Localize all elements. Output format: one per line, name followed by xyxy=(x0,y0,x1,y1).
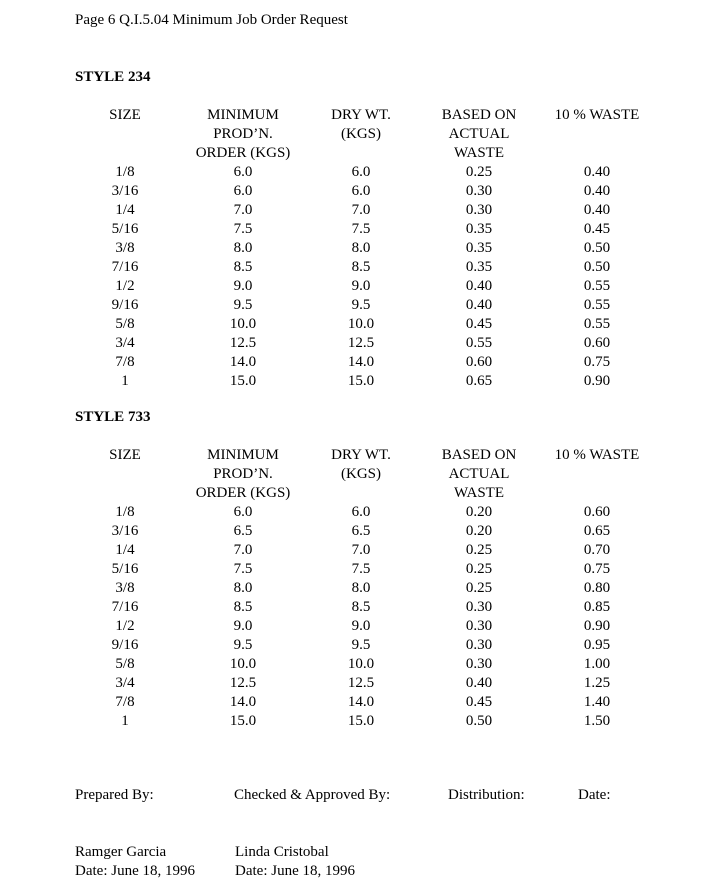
table-header-row xyxy=(60,446,662,503)
size-cell: 1 xyxy=(121,373,129,389)
ten-percent-waste-cell: 0.40 xyxy=(583,202,611,218)
ten-percent-waste-cell: 0.65 xyxy=(583,523,611,539)
actual-waste-cell: 0.50 xyxy=(465,713,493,729)
min-order-cell: 8.0 xyxy=(233,580,253,596)
dry-wt-cell: 14.0 xyxy=(347,694,375,710)
actual-waste-cell: 0.25 xyxy=(465,164,493,180)
column-header-10-percent-waste: 10 % WASTE xyxy=(554,107,640,123)
size-cell: 7/16 xyxy=(111,599,139,615)
ten-percent-waste-cell: 0.70 xyxy=(583,542,611,558)
dry-wt-cell: 15.0 xyxy=(347,373,375,389)
size-cell: 3/4 xyxy=(115,675,135,691)
ten-percent-waste-cell: 0.40 xyxy=(583,183,611,199)
actual-waste-cell: 0.30 xyxy=(465,618,493,634)
min-order-cell: 8.5 xyxy=(233,259,253,275)
column-header-actual-waste: BASED ON ACTUAL WASTE xyxy=(441,107,517,161)
actual-waste-cell: 0.25 xyxy=(465,580,493,596)
ten-percent-waste-cell: 0.85 xyxy=(583,599,611,615)
checked-approved-label: Checked & Approved By: xyxy=(234,787,391,803)
actual-waste-cell: 0.35 xyxy=(465,240,493,256)
preparer-name: Ramger Garcia xyxy=(75,844,167,860)
min-order-cell: 6.5 xyxy=(233,523,253,539)
ten-percent-waste-cell: 0.60 xyxy=(583,335,611,351)
table-row xyxy=(60,712,662,731)
size-cell: 1/4 xyxy=(115,542,135,558)
ten-percent-waste-cell: 0.80 xyxy=(583,580,611,596)
column-header-size: SIZE xyxy=(109,107,141,123)
dry-wt-cell: 10.0 xyxy=(347,656,375,672)
ten-percent-waste-cell: 0.55 xyxy=(583,316,611,332)
ten-percent-waste-cell: 0.45 xyxy=(583,221,611,237)
size-cell: 5/8 xyxy=(115,656,135,672)
actual-waste-cell: 0.30 xyxy=(465,202,493,218)
min-order-cell: 8.0 xyxy=(233,240,253,256)
ten-percent-waste-cell: 1.25 xyxy=(583,675,611,691)
size-cell: 3/4 xyxy=(115,335,135,351)
min-order-cell: 7.0 xyxy=(233,202,253,218)
dry-wt-cell: 9.5 xyxy=(351,637,371,653)
size-cell: 3/8 xyxy=(115,240,135,256)
actual-waste-cell: 0.25 xyxy=(465,561,493,577)
table-row xyxy=(60,655,662,674)
table-row xyxy=(60,277,662,296)
ten-percent-waste-cell: 0.75 xyxy=(583,561,611,577)
table-header-row xyxy=(60,106,662,163)
min-order-cell: 14.0 xyxy=(229,694,257,710)
distribution-label: Distribution: xyxy=(448,787,525,803)
table-row xyxy=(60,674,662,693)
actual-waste-cell: 0.60 xyxy=(465,354,493,370)
actual-waste-cell: 0.45 xyxy=(465,316,493,332)
actual-waste-cell: 0.30 xyxy=(465,637,493,653)
table-row xyxy=(60,201,662,220)
table-row xyxy=(60,315,662,334)
dry-wt-cell: 7.0 xyxy=(351,542,371,558)
size-cell: 5/16 xyxy=(111,221,139,237)
actual-waste-cell: 0.40 xyxy=(465,278,493,294)
actual-waste-cell: 0.20 xyxy=(465,504,493,520)
size-cell: 7/8 xyxy=(115,694,135,710)
size-cell: 7/8 xyxy=(115,354,135,370)
dry-wt-cell: 12.5 xyxy=(347,675,375,691)
actual-waste-cell: 0.65 xyxy=(465,373,493,389)
column-header-min-order: MINIMUM PROD’N. ORDER (KGS) xyxy=(195,447,291,501)
column-header-dry-wt: DRY WT. (KGS) xyxy=(331,107,391,142)
table-row xyxy=(60,560,662,579)
ten-percent-waste-cell: 0.90 xyxy=(583,373,611,389)
style-733-rows xyxy=(60,503,662,731)
actual-waste-cell: 0.45 xyxy=(465,694,493,710)
actual-waste-cell: 0.40 xyxy=(465,675,493,691)
actual-waste-cell: 0.30 xyxy=(465,656,493,672)
column-header-actual-waste: BASED ON ACTUAL WASTE xyxy=(441,447,517,501)
ten-percent-waste-cell: 0.50 xyxy=(583,259,611,275)
table-row xyxy=(60,296,662,315)
min-order-cell: 12.5 xyxy=(229,675,257,691)
approver-signature xyxy=(235,843,355,881)
page-header: Page 6 Q.I.5.04 Minimum Job Order Request xyxy=(75,12,348,28)
size-cell: 9/16 xyxy=(111,297,139,313)
min-order-cell: 7.5 xyxy=(233,561,253,577)
size-cell: 1/2 xyxy=(115,278,135,294)
table-row xyxy=(60,163,662,182)
dry-wt-cell: 10.0 xyxy=(347,316,375,332)
size-cell: 1 xyxy=(121,713,129,729)
min-order-cell: 9.0 xyxy=(233,278,253,294)
approver-date: Date: June 18, 1996 xyxy=(235,863,355,879)
dry-wt-cell: 8.5 xyxy=(351,599,371,615)
table-row xyxy=(60,182,662,201)
ten-percent-waste-cell: 1.40 xyxy=(583,694,611,710)
actual-waste-cell: 0.30 xyxy=(465,599,493,615)
actual-waste-cell: 0.25 xyxy=(465,542,493,558)
min-order-cell: 9.0 xyxy=(233,618,253,634)
date-label: Date: xyxy=(578,787,611,803)
dry-wt-cell: 6.0 xyxy=(351,504,371,520)
ten-percent-waste-cell: 1.50 xyxy=(583,713,611,729)
dry-wt-cell: 6.5 xyxy=(351,523,371,539)
table-row xyxy=(60,239,662,258)
min-order-cell: 10.0 xyxy=(229,316,257,332)
ten-percent-waste-cell: 0.90 xyxy=(583,618,611,634)
size-cell: 9/16 xyxy=(111,637,139,653)
actual-waste-cell: 0.55 xyxy=(465,335,493,351)
column-header-dry-wt: DRY WT. (KGS) xyxy=(331,447,391,482)
min-order-cell: 6.0 xyxy=(233,183,253,199)
table-row xyxy=(60,372,662,391)
actual-waste-cell: 0.20 xyxy=(465,523,493,539)
column-header-min-order: MINIMUM PROD’N. ORDER (KGS) xyxy=(195,107,291,161)
actual-waste-cell: 0.35 xyxy=(465,259,493,275)
preparer-date: Date: June 18, 1996 xyxy=(75,863,195,879)
min-order-cell: 6.0 xyxy=(233,164,253,180)
dry-wt-cell: 8.0 xyxy=(351,240,371,256)
dry-wt-cell: 6.0 xyxy=(351,183,371,199)
size-cell: 3/16 xyxy=(111,523,139,539)
min-order-cell: 10.0 xyxy=(229,656,257,672)
dry-wt-cell: 8.0 xyxy=(351,580,371,596)
size-cell: 5/8 xyxy=(115,316,135,332)
ten-percent-waste-cell: 0.40 xyxy=(583,164,611,180)
ten-percent-waste-cell: 0.60 xyxy=(583,504,611,520)
table-row xyxy=(60,334,662,353)
size-cell: 5/16 xyxy=(111,561,139,577)
dry-wt-cell: 9.0 xyxy=(351,278,371,294)
table-row xyxy=(60,353,662,372)
section-title-style-733: STYLE 733 xyxy=(75,409,151,425)
dry-wt-cell: 6.0 xyxy=(351,164,371,180)
style-733-table xyxy=(60,446,662,731)
dry-wt-cell: 8.5 xyxy=(351,259,371,275)
table-row xyxy=(60,258,662,277)
dry-wt-cell: 9.5 xyxy=(351,297,371,313)
table-row xyxy=(60,220,662,239)
size-cell: 1/8 xyxy=(115,164,135,180)
style-234-rows xyxy=(60,163,662,391)
table-row xyxy=(60,693,662,712)
ten-percent-waste-cell: 1.00 xyxy=(583,656,611,672)
size-cell: 3/8 xyxy=(115,580,135,596)
dry-wt-cell: 14.0 xyxy=(347,354,375,370)
ten-percent-waste-cell: 0.55 xyxy=(583,278,611,294)
table-row xyxy=(60,617,662,636)
min-order-cell: 7.5 xyxy=(233,221,253,237)
size-cell: 1/8 xyxy=(115,504,135,520)
min-order-cell: 15.0 xyxy=(229,713,257,729)
dry-wt-cell: 15.0 xyxy=(347,713,375,729)
size-cell: 1/4 xyxy=(115,202,135,218)
ten-percent-waste-cell: 0.55 xyxy=(583,297,611,313)
min-order-cell: 14.0 xyxy=(229,354,257,370)
section-title-style-234: STYLE 234 xyxy=(75,69,151,85)
table-row xyxy=(60,503,662,522)
min-order-cell: 6.0 xyxy=(233,504,253,520)
ten-percent-waste-cell: 0.95 xyxy=(583,637,611,653)
style-234-table xyxy=(60,106,662,391)
table-row xyxy=(60,579,662,598)
actual-waste-cell: 0.35 xyxy=(465,221,493,237)
preparer-signature xyxy=(75,843,195,881)
min-order-cell: 12.5 xyxy=(229,335,257,351)
approver-name: Linda Cristobal xyxy=(235,844,329,860)
table-row xyxy=(60,636,662,655)
actual-waste-cell: 0.30 xyxy=(465,183,493,199)
dry-wt-cell: 7.5 xyxy=(351,221,371,237)
table-row xyxy=(60,598,662,617)
table-row xyxy=(60,522,662,541)
min-order-cell: 9.5 xyxy=(233,297,253,313)
table-row xyxy=(60,541,662,560)
ten-percent-waste-cell: 0.50 xyxy=(583,240,611,256)
dry-wt-cell: 7.0 xyxy=(351,202,371,218)
column-header-size: SIZE xyxy=(109,447,141,463)
ten-percent-waste-cell: 0.75 xyxy=(583,354,611,370)
dry-wt-cell: 12.5 xyxy=(347,335,375,351)
column-header-10-percent-waste: 10 % WASTE xyxy=(554,447,640,463)
size-cell: 3/16 xyxy=(111,183,139,199)
min-order-cell: 7.0 xyxy=(233,542,253,558)
min-order-cell: 8.5 xyxy=(233,599,253,615)
min-order-cell: 15.0 xyxy=(229,373,257,389)
size-cell: 7/16 xyxy=(111,259,139,275)
actual-waste-cell: 0.40 xyxy=(465,297,493,313)
prepared-by-label: Prepared By: xyxy=(75,787,154,803)
size-cell: 1/2 xyxy=(115,618,135,634)
min-order-cell: 9.5 xyxy=(233,637,253,653)
dry-wt-cell: 7.5 xyxy=(351,561,371,577)
dry-wt-cell: 9.0 xyxy=(351,618,371,634)
